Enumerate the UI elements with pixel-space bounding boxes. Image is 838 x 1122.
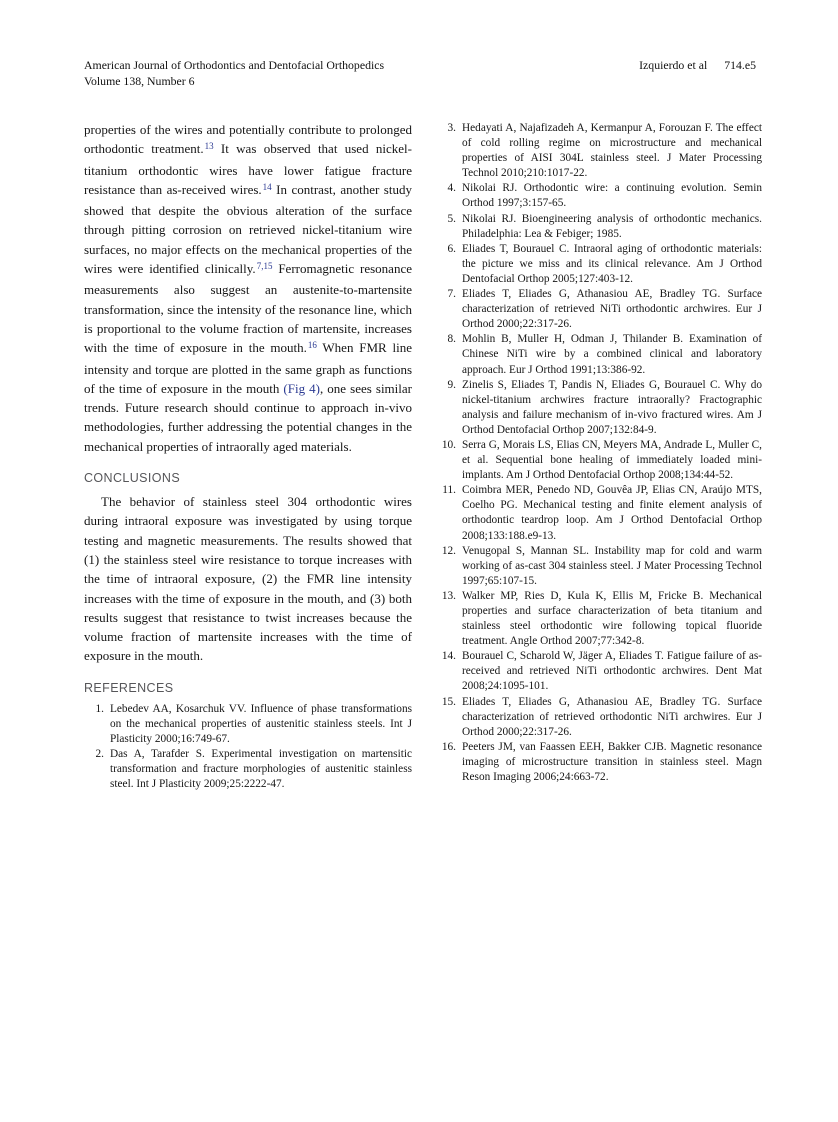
reference-text: Lebedev AA, Kosarchuk VV. Influence of phase transformations on the mechanical properties of austenitic stainless steels. Int J Plasticity 2000;16:749-67. [110,702,412,745]
reference-item [436,544,762,589]
reference-text: Venugopal S, Mannan SL. Instability map for cold and warm working of as-cast 304 stainless steel. J Mater Processing Technol 1997;65:107-15. [462,544,762,587]
body-paragraph [84,120,412,456]
reference-item [436,589,762,649]
reference-text: Eliades T, Bourauel C. Intraoral aging of orthodontic materials: the picture we miss and its clinical relevance. Am J Orthod Dentofacial Orthop 2005;127:403-12. [462,242,762,285]
reference-text: Mohlin B, Muller H, Odman J, Thilander B. Examination of Chinese NiTi wire by a combined clinical and laboratory approach. Eur J Orthod 1991;13:386-92. [462,333,762,376]
running-head-citation [639,58,756,74]
reference-item [436,740,762,785]
conclusions-heading: CONCLUSIONS [84,471,181,486]
reference-number: 1. [95,702,104,715]
running-head-journal [84,58,504,89]
reference-item [436,483,762,543]
reference-item [436,438,762,483]
citation-ref-link-13[interactable]: 13 [204,141,214,152]
reference-text: Das A, Tarafder S. Experimental investigation on martensitic transformation and fracture morphologies of austenitic stainless steel. Int J Plasticity 2009;25:2222-47. [110,748,412,791]
reference-number: 7. [447,288,456,301]
reference-item [436,121,762,181]
paragraph-text: , one sees similar trends. Future research should continue to approach in-vivo methodologies, further addressing the potential changes in the mechanical properties of intraorally aged materials. [84,380,412,454]
reference-number: 9. [447,378,456,391]
paragraph-text: It was observed that used nickel-titanium orthodontic wires have lower fatigue fracture resistance than as-received wires. [84,141,412,197]
reference-item [436,212,762,242]
reference-number: 4. [447,182,456,195]
reference-item [436,649,762,694]
reference-item [436,287,762,332]
reference-number: 10. [441,438,456,451]
reference-text: Walker MP, Ries D, Kula K, Ellis M, Fricke B. Mechanical properties and surface characterization of beta titanium and stainless steel orthodontic wire following topical fluoride treatment. Angle Orthod 2007;77:342-8. [462,589,762,648]
running-head-authors: Izquierdo et al [639,58,708,72]
reference-item [84,747,412,792]
reference-text: Serra G, Morais LS, Elias CN, Meyers MA, Andrade L, Muller C, et al. Sequential bone healing of immediately loaded mini-implants. Am J Orthod Dentofacial Orthop 2008;134:44-52. [462,438,762,482]
journal-issue-line: Volume 138, Number 6 [84,73,195,88]
reference-text: Peeters JM, van Faassen EEH, Bakker CJB. Magnetic resonance imaging of microstructure transition in stainless steel. Magn Reson Imaging 2006;24:663-72. [462,740,762,784]
reference-text: Bourauel C, Scharold W, Jäger A, Eliades T. Fatigue failure of as-received and retrieved NiTi orthodontic archwires. Dent Mat 2008;24:1095-101. [462,650,762,693]
reference-number: 5. [447,212,456,225]
reference-item [436,332,762,377]
reference-list-right [436,121,762,785]
page-number: 714.e5 [724,58,756,72]
reference-text: Hedayati A, Najafizadeh A, Kermanpur A, Forouzan F. The effect of cold rolling regime on microstructure and mechanical properties of AISI 304L stainless steel. J Mater Processing Technol 2010;210:1017-22. [462,122,762,180]
right-column [436,121,762,785]
conclusions-paragraph: The behavior of stainless steel 304 orthodontic wires during intraoral exposure was investigated by using torque testing and magnetic measurements. The results showed that (1) the stainless steel wire resistance to torque increases with the time of intraoral exposure, (2) the FMR line intensity increases with the time of exposure in the mouth, and (3) both results suggest that resistance to twist increases because the volume fraction of martensite increases with the time of exposure in the mouth. [84,494,412,664]
reference-number: 8. [447,333,456,346]
left-column [84,120,412,792]
fig4-link[interactable]: (Fig 4) [283,380,320,396]
reference-item [436,181,762,211]
reference-item [436,378,762,438]
journal-title-line: American Journal of Orthodontics and Dentofacial Orthopedics [84,58,385,72]
reference-text: Eliades T, Eliades G, Athanasiou AE, Bradley TG. Surface characterization of retrieved orthodontic NiTi archwires. Eur J Orthod 2000;22:317-26. [462,695,762,738]
reference-number: 11. [442,484,456,497]
reference-number: 14. [441,650,456,663]
reference-text: Zinelis S, Eliades T, Pandis N, Eliades G, Bourauel C. Why do nickel-titanium archwires fracture intraorally? Fractographic analysis and failure mechanism of in-vivo fractured wires. Am J Orthod Dentofacial Orthop 2007;132:84-9. [462,378,762,436]
reference-item [436,242,762,287]
reference-item [436,695,762,740]
reference-text: Nikolai RJ. Bioengineering analysis of orthodontic mechanics. Philadelphia: Lea & Febiger; 1985. [462,212,762,240]
paragraph-text: In contrast, another study showed that despite the obvious alteration of the surface through pitting corrosion on retrieved nickel-titanium wire surfaces, no major effects on the mechanical properties of the wires were identified clinically. [84,181,412,277]
reference-text: Coimbra MER, Penedo ND, Gouvêa JP, Elias CN, Araújo MTS, Coelho PG. Mechanical testing and finite element analysis of orthodontic teardrop loop. Am J Orthod Dentofacial Orthop 2008;133:188.e9-13. [462,484,762,542]
paragraph-text: When FMR line intensity and torque are plotted in the same graph as functions of the time of exposure in the mouth [84,340,412,396]
reference-number: 2. [95,748,104,760]
reference-number: 16. [441,740,456,753]
citation-ref-link-14[interactable]: 14 [262,181,272,192]
reference-number: 3. [447,122,456,134]
citation-ref-link-16[interactable]: 16 [307,340,317,351]
reference-text: Nikolai RJ. Orthodontic wire: a continuing evolution. Semin Orthod 1997;3:157-65. [462,182,762,210]
citation-ref-link-7-15[interactable]: 7,15 [256,261,273,272]
reference-number: 12. [441,544,456,557]
reference-number: 6. [447,242,456,255]
reference-number: 15. [441,695,456,708]
paragraph-text: properties of the wires and potentially contribute to prolonged orthodontic treatment. [84,122,412,157]
reference-item [84,702,412,747]
reference-list-left [84,702,412,793]
references-heading: REFERENCES [84,680,174,695]
reference-text: Eliades T, Eliades G, Athanasiou AE, Bradley TG. Surface characterization of retrieved NiTi orthodontic archwires. Eur J Orthod 2000;22:317-26. [462,288,762,331]
reference-number: 13. [441,589,456,602]
paragraph-text: Ferromagnetic resonance measurements also suggest an austenite-to-martensite transformation, since the intensity of the resonance line, which is proportional to the volume fraction of martensite, increases with the time of exposure in the mouth. [84,261,412,356]
